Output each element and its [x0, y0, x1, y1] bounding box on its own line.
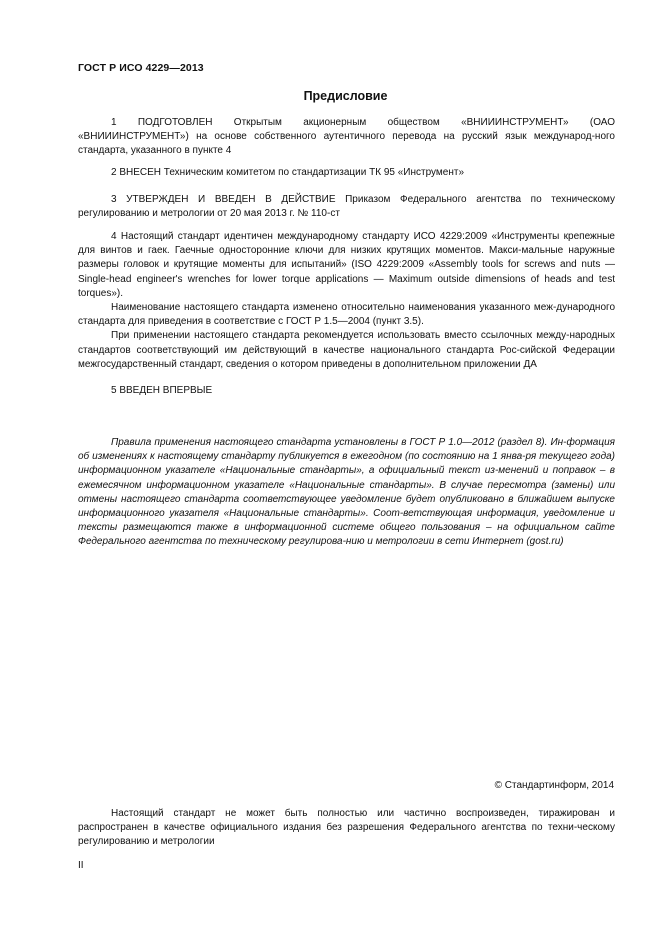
preface-item-4: [78, 230, 615, 372]
preface-item-3-text: 3 УТВЕРЖДЕН И ВВЕДЕН В ДЕЙСТВИЕ Приказом Федерального агентства по техническому регулированию и метрологии от 20 мая 2013 г. № 110-ст: [78, 194, 615, 220]
preface-item-4-text: 4 Настоящий стандарт идентичен международному стандарту ИСО 4229:2009 «Инструменты крепежные для винтов и гаек. Гаечные односторонние ключи для низких крутящих моментов. Макси-мальные наружные размеры головок и крутящие моменты для испытаний» (ISO 4229:2009 «Assembly tools for screws and nuts — Single-head engineer's wrenches for lower torque applications — Maximum outside dimensions of heads and test torques»).: [78, 231, 615, 299]
copyright-line: © Стандартинформ, 2014: [494, 780, 614, 791]
preface-item-4-rename-text: Наименование настоящего стандарта изменено относительно наименования указанного меж-дународного стандарта для приведения в соответствие с ГОСТ Р 1.5—2004 (пункт 3.5).: [78, 302, 615, 328]
preface-item-1: [78, 116, 615, 159]
preface-item-3: [78, 193, 615, 221]
preface-item-5-text: 5 ВВЕДЕН ВПЕРВЫЕ: [111, 385, 213, 396]
preface-item-2: [78, 166, 615, 180]
reproduction-notice: [78, 807, 615, 850]
reproduction-notice-text: Настоящий стандарт не может быть полностью или частично воспроизведен, тиражирован и распространен в качестве официального издания без разрешения Федерального агентства по техни-ческому регулированию и метрологии: [78, 808, 615, 848]
application-rules-note: [78, 436, 615, 550]
page-number: II: [78, 860, 84, 871]
preface-item-4-reference-text: При применении настоящего стандарта рекомендуется использовать вместо ссылочных между-народных стандартов соответствующий им действующий в качестве национального стандарта Рос-сийской Федерации межгосударственный стандарт, сведения о котором приведены в дополнительном приложении ДА: [78, 330, 615, 370]
preface-item-2-text: 2 ВНЕСЕН Техническим комитетом по стандартизации ТК 95 «Инструмент»: [111, 167, 465, 178]
standard-code-header: ГОСТ Р ИСО 4229—2013: [78, 62, 204, 74]
preface-item-5: [78, 384, 615, 398]
preface-title: Предисловие: [303, 89, 388, 103]
application-rules-note-text: Правила применения настоящего стандарта установлены в ГОСТ Р 1.0—2012 (раздел 8). Ин-формация об изменениях к настоящему стандарту публикуется в ежегодном (по состоянию на 1 янва-ря текущего года) информационном указателе «Национальные стандарты», а официальный текст из-менений и поправок – в ежемесячном информационном указателе «Национальные стандарты». В случае пересмотра (замены) или отмены настоящего стандарта соответствующее уведомление будет опубликовано в ближайшем выпуске информационного указателя «Национальные стандарты». Соот-ветствующая информация, уведомление и тексты размещаются также в информационной системе общего пользования – на официальном сайте Федерального агентства по техническому регулирова-нию и метрологии в сети Интернет (gost.ru): [78, 437, 615, 548]
preface-item-1-text: 1 ПОДГОТОВЛЕН Открытым акционерным обществом «ВНИИИНСТРУМЕНТ» (ОАО «ВНИИИНСТРУМЕНТ») на основе собственного аутентичного перевода на русский язык международ-ного стандарта, указанного в пункте 4: [78, 117, 615, 157]
